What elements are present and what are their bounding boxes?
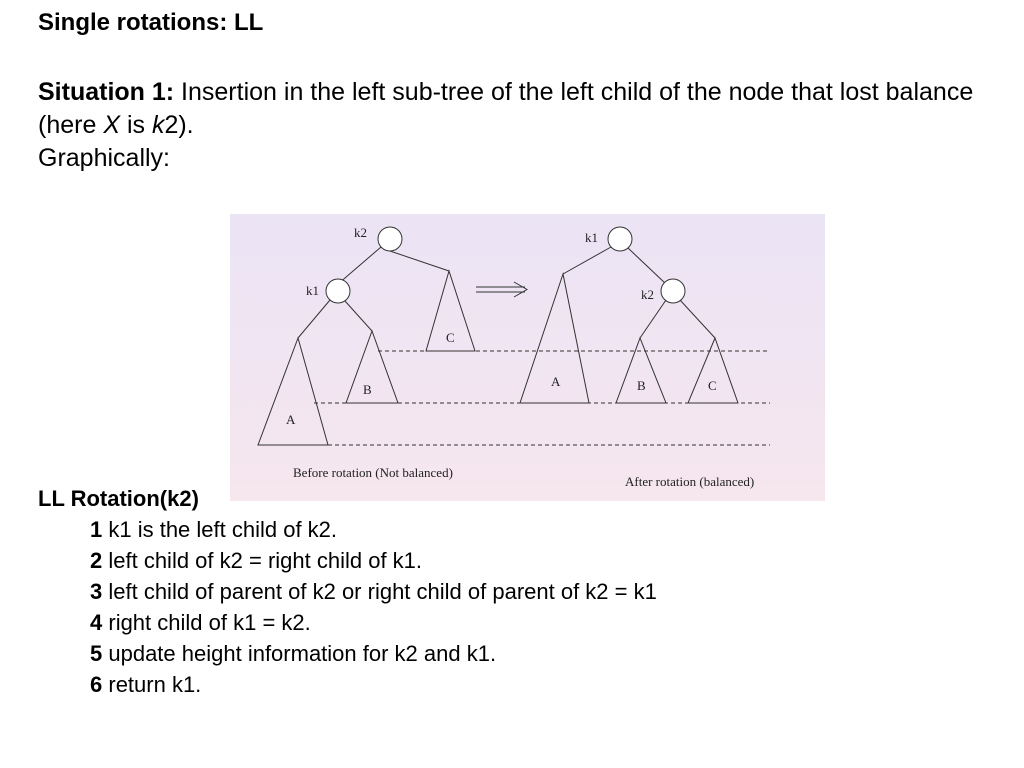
- after-child-label: k2: [641, 287, 654, 302]
- after-subtree-b-label: B: [637, 378, 646, 393]
- step-text: left child of parent of k2 or right child of parent of k2 = k1: [102, 579, 657, 604]
- before-subtree-a-label: A: [286, 412, 296, 427]
- before-caption: Before rotation (Not balanced): [293, 465, 453, 480]
- step-text: return k1.: [102, 672, 202, 697]
- algorithm-step: [90, 638, 657, 669]
- algorithm-step: [90, 576, 657, 607]
- before-child-node: [326, 279, 350, 303]
- step-text: right child of k1 = k2.: [102, 610, 311, 635]
- step-text: left child of k2 = right child of k1.: [102, 548, 423, 573]
- step-number: 5: [90, 641, 103, 666]
- situation-description: [38, 76, 978, 175]
- after-root-label: k1: [585, 230, 598, 245]
- before-root-label: k2: [354, 225, 367, 240]
- ll-rotation-diagram: [230, 214, 825, 501]
- situation-text: Insertion in the left sub-tree of the left child of the node that lost balance (here: [38, 78, 974, 139]
- after-subtree-c-label: C: [708, 378, 717, 393]
- before-child-label: k1: [306, 283, 319, 298]
- situation-paragraph: [38, 76, 978, 142]
- before-subtree-c-label: C: [446, 330, 455, 345]
- slide-title: Single rotations: LL: [38, 9, 264, 36]
- step-text: update height information for k2 and k1.: [102, 641, 497, 666]
- step-number: 4: [90, 610, 103, 635]
- after-subtree-a-label: A: [551, 374, 561, 389]
- situation-label: Situation 1:: [38, 78, 175, 106]
- algorithm-title: LL Rotation(k2): [38, 486, 199, 511]
- after-root-node: [608, 227, 632, 251]
- algorithm-step: [90, 607, 657, 638]
- variable-x: X: [103, 111, 120, 139]
- algorithm-step: [90, 669, 657, 700]
- algorithm-step: [90, 514, 657, 545]
- after-child-node: [661, 279, 685, 303]
- before-subtree-b-label: B: [363, 382, 372, 397]
- before-root-node: [378, 227, 402, 251]
- step-number: 1: [90, 517, 103, 542]
- diagram-background: [230, 214, 825, 501]
- after-caption: After rotation (balanced): [625, 474, 755, 489]
- graphically-label: Graphically:: [38, 144, 170, 172]
- step-number: 6: [90, 672, 103, 697]
- step-text: k1 is the left child of k2.: [102, 517, 338, 542]
- algorithm-step: [90, 545, 657, 576]
- step-number: 2: [90, 548, 103, 573]
- step-number: 3: [90, 579, 103, 604]
- situation-text-is: is: [120, 111, 152, 139]
- situation-text-end: 2).: [164, 111, 194, 139]
- algorithm-steps: [90, 514, 657, 700]
- variable-k: k: [151, 111, 165, 139]
